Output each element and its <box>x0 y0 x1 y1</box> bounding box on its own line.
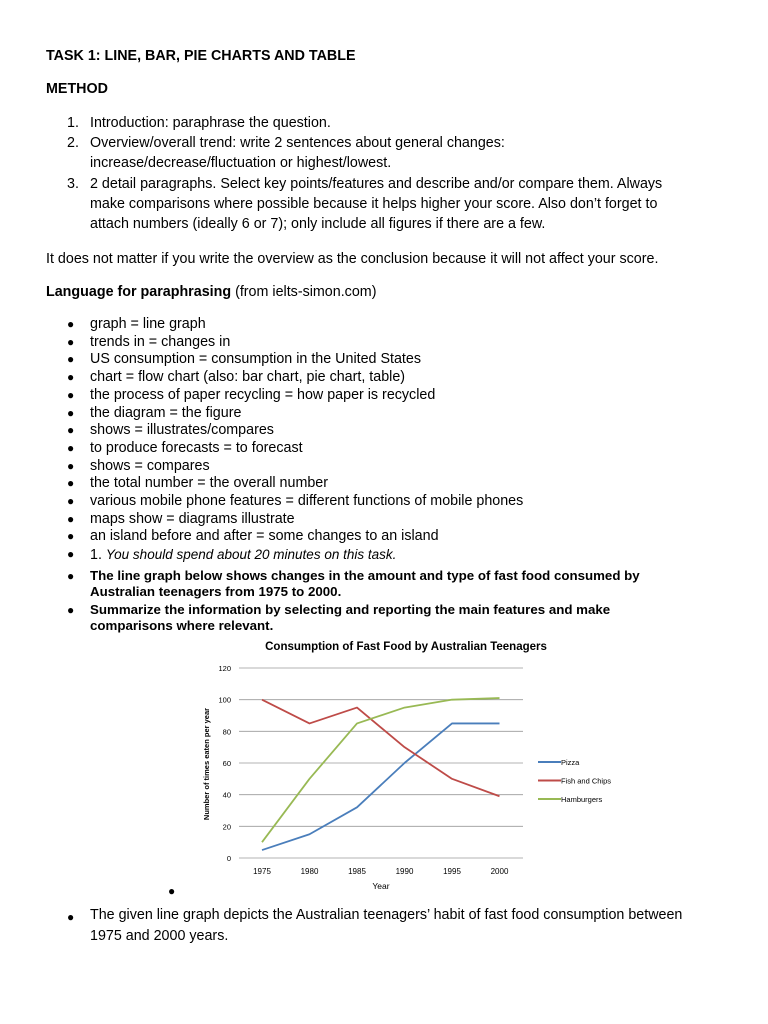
step-text: Introduction: paraphrase the question. <box>90 115 331 131</box>
legend-label: Fish and Chips <box>561 776 612 786</box>
bullet-icon: ● <box>67 352 75 367</box>
bullet-icon: ● <box>67 334 75 349</box>
page-heading: TASK 1: LINE, BAR, PIE CHARTS AND TABLE <box>46 48 356 64</box>
task-prompt-line: The line graph below shows changes in the amount and type of fast food consumed by <box>90 568 640 583</box>
bullet-icon: ● <box>67 569 75 583</box>
y-tick-label: 120 <box>218 664 231 673</box>
task-prompt-line: Australian teenagers from 1975 to 2000. <box>90 584 342 599</box>
x-tick-label: 1975 <box>253 867 271 876</box>
step-number: 1. <box>67 115 79 131</box>
series-line-fish-and-chips <box>262 700 500 797</box>
task-instruction: You should spend about 20 minutes on this task. <box>105 547 397 563</box>
step-text-continued: make comparisons where possible because it helps higher your score. Also don’t forget to <box>90 196 658 212</box>
bullet-icon: ● <box>67 317 75 331</box>
chart-grid <box>239 668 523 858</box>
line-chart <box>195 636 625 896</box>
chart-legend <box>538 758 611 804</box>
y-axis-label: Number of times eaten per year <box>202 707 211 821</box>
step-text-continued: increase/decrease/fluctuation or highest/lowest. <box>90 155 392 171</box>
language-heading-line <box>46 283 376 302</box>
bullet-icon: ● <box>67 511 75 526</box>
x-axis-label: Year <box>372 881 390 891</box>
document-page: TASK 1: LINE, BAR, PIE CHARTS AND TABLE METHOD 1. Introduction: paraphrase the question. 2. Overview/overall trend: write 2 sentences about general changes: increase/decrease/fluctuation or highest/lowest. 3. 2 detail paragraphs. Select key points/features and describe and/or compare them. Always make comparisons where possible because it helps higher your score. Also don’t forget to attach numbers (ideally 6 or 7); only include all figures if there are a few. It does not matter if you write the overview as the conclusion because it will not affect your score. Language for paraphrasing (from ielts-simon.com) ● graph = line graph ● trends in = changes in ● US consumption = consumption in the United States ● chart = flow chart (also: bar chart, pie chart, table) ● the process of paper recycling = how paper is recycled ● the diagram = the figure ● shows = illustrates/compares ● to produce forecasts = to forecast ● shows = compares ● the total number = the overall number ● various mobile phone features = different functions of mobile phones ● maps show = diagrams illustrate ● an island before and after = some changes to an island ● 1. You should spend about 20 minutes on this task. ● The line graph below shows changes in the amount and type of fast food consumed by Australian teenagers from 1975 to 2000. ● Summarize the information by selecting and reporting the main features and make comparisons where relevant. Consumption of Fast Food by Australian Teenagers 0 20 40 60 80 100 120 1975 1980 1985 1990 1995 2000 Pizza Fish and Chips Hamburgers Year Number of times eaten per year ● ● The given line graph depicts the Australian teenagers’ habit of fast food consumption between 1975 and 2000 years. <box>0 0 768 1024</box>
bullet-icon: ● <box>168 884 176 898</box>
language-source: (from ielts-simon.com) <box>231 284 377 300</box>
x-tick-label: 1985 <box>348 867 366 876</box>
step-number: 2. <box>67 135 79 151</box>
y-tick-label: 80 <box>222 727 231 737</box>
bullet-icon: ● <box>67 387 75 402</box>
y-tick-label: 60 <box>222 759 231 768</box>
bullet-icon: ● <box>67 603 75 617</box>
bullet-icon: ● <box>67 494 75 508</box>
score-note: It does not matter if you write the overview as the conclusion because it will not affect your score. <box>46 251 659 267</box>
bullet-icon: ● <box>67 370 75 385</box>
answer-line: The given line graph depicts the Australian teenagers’ habit of fast food consumption between <box>90 907 683 923</box>
answer-line: 1975 and 2000 years. <box>90 928 229 944</box>
bullet-icon: ● <box>67 910 75 924</box>
x-tick-label: 2000 <box>490 867 509 876</box>
bullet-icon: ● <box>67 458 75 473</box>
x-tick-label: 1995 <box>443 867 461 876</box>
step-text: 2 detail paragraphs. Select key points/features and describe and/or compare them. Always <box>90 176 663 192</box>
method-heading: METHOD <box>46 81 108 97</box>
step-text-continued: attach numbers (ideally 6 or 7); only include all figures if there are a few. <box>90 216 546 232</box>
bullet-icon: ● <box>67 529 75 544</box>
bullet-icon: ● <box>67 547 75 562</box>
bullet-icon: ● <box>67 476 75 491</box>
x-tick-label: 1990 <box>395 867 414 876</box>
chart-series <box>262 698 500 850</box>
legend-label: Hamburgers <box>561 795 603 804</box>
chart-title: Consumption of Fast Food by Australian Teenagers <box>265 641 547 653</box>
bullet-icon: ● <box>67 440 75 455</box>
y-tick-label: 100 <box>218 695 231 705</box>
step-number: 3. <box>67 176 79 192</box>
bullet-icon: ● <box>67 405 75 420</box>
task-prompt-line: comparisons where relevant. <box>90 618 274 633</box>
task-number: 1. <box>90 547 106 564</box>
y-axis-ticks <box>218 664 231 863</box>
legend-label: Pizza <box>561 758 580 767</box>
language-heading: Language for paraphrasing <box>46 284 232 300</box>
bullet-icon: ● <box>67 423 75 438</box>
series-line-hamburgers <box>262 698 500 842</box>
step-text: Overview/overall trend: write 2 sentences about general changes: <box>90 135 505 151</box>
task-prompt-line: Summarize the information by selecting and reporting the main features and make <box>90 602 611 617</box>
x-axis-ticks <box>253 867 509 876</box>
y-tick-label: 0 <box>226 854 231 863</box>
x-tick-label: 1980 <box>300 867 319 876</box>
series-line-pizza <box>262 723 500 850</box>
y-tick-label: 40 <box>222 790 231 800</box>
y-tick-label: 20 <box>222 822 231 832</box>
